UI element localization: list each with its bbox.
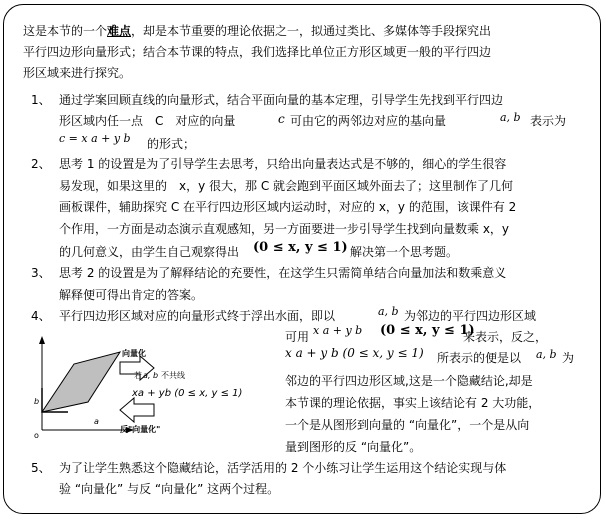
vector-ab-2: a, b [378, 305, 399, 318]
intro-text-a: 这是本节的一个 [23, 24, 108, 38]
vector-c: c [278, 112, 285, 126]
item-1-line-2a: 形区域内任一点 C 对应的向量 [59, 114, 236, 128]
intro-line-2: 平行四边形向量形式；结合本节课的特点，我们选择比单位正方形区域更一般的平行四边 [23, 45, 492, 59]
parallelogram-region [42, 352, 120, 412]
item-1-number: 1、 [31, 93, 51, 107]
intro-keyword: 难点 [107, 24, 132, 38]
expr-xa-yb-1: x a + y b [313, 324, 363, 337]
item-4-line-2b: 来表示，反之， [463, 330, 548, 344]
item-2-line-1: 思考 1 的设置是为了引导学生去思考，只给出向量表达式是不够的，细心的学生很容 [59, 157, 507, 171]
item-1-line-3: 的形式； [147, 137, 196, 151]
item-3-line-2: 解释便可得出肯定的答案。 [59, 288, 204, 302]
origin-label: o [34, 431, 39, 440]
item-4-line-5: 本节课的理论依据，事实上该结论有 2 大功能， [285, 396, 541, 410]
axis-label-a: a [94, 417, 99, 426]
vector-ab: a, b [500, 111, 521, 124]
item-1-line-2c: 表示为 [530, 114, 567, 128]
item-4-line-1b: 为邻边的平行四边形区域 [404, 309, 537, 323]
mid-ab: a, b [143, 371, 159, 380]
item-4-line-2a: 可用 [285, 330, 310, 344]
item-4-line-1a: 平行四边形区域对应的向量形式终于浮出水面，即以 [59, 309, 336, 323]
range-expr-1: (0 ≤ x, y ≤ 1) [253, 240, 348, 255]
intro-text-b: ，却是本节重要的理论依据之一，拟通过类比、多媒体等手段探究出 [131, 24, 492, 38]
mid-label-a: 若 [134, 371, 142, 380]
item-2-number: 2、 [31, 157, 51, 171]
axis-label-b: b [34, 397, 40, 406]
arrow-reverse [120, 398, 154, 422]
vector-ab-3: a, b [536, 348, 557, 361]
range-expr-2: (0 ≤ x, y ≤ 1) [380, 323, 475, 338]
expr-c-xa-yb: c = x a + y b [59, 132, 131, 145]
mid-expression: xa + yb (0 ≤ x, y ≤ 1) [132, 388, 243, 399]
item-2-line-5a: 的几何意义，由学生自己观察得出 [59, 245, 240, 259]
item-4-number: 4、 [31, 309, 51, 323]
vectorization-diagram [28, 330, 283, 440]
item-5-number: 5、 [31, 461, 51, 475]
expr-xa-yb-range: x a + y b (0 ≤ x, y ≤ 1) [285, 346, 424, 360]
item-4-line-3b: 为 [562, 351, 575, 365]
label-vectorize: 向量化 [122, 349, 146, 358]
item-4-line-6: 一个是从图形到向量的 “向量化”，一个是从向 [285, 418, 530, 432]
y-axis-arrow [39, 336, 45, 344]
item-4-line-7: 量到图形的反 “向量化”。 [285, 440, 422, 454]
item-4-line-3a: 所表示的便是以 [437, 351, 522, 365]
item-2-line-5b: 解决第一个思考题。 [350, 245, 459, 259]
item-1-line-1: 通过学案回顾直线的向量形式，结合平面向量的基本定理，引导学生先找到平行四边 [59, 93, 504, 107]
intro-line-1 [23, 23, 491, 39]
item-3-number: 3、 [31, 266, 51, 280]
intro-line-3: 形区域来进行探究。 [23, 66, 132, 80]
label-reverse: 反"向量化" [120, 425, 161, 434]
mid-label-b: 不共线 [161, 371, 185, 380]
item-3-line-1: 思考 2 的设置是为了解释结论的充要性，在这学生只需简单结合向量加法和数乘意义 [59, 266, 507, 280]
item-5-line-2: 验 “向量化” 与反 “向量化” 这两个过程。 [59, 482, 280, 496]
item-2-line-4: 个作用，一方面是动态演示直观感知，另一方面要进一步引导学生找到向量数乘 x，y [59, 222, 510, 236]
item-2-line-3: 画板课件，辅助探究 C 在平行四边形区域内运动时，对应的 x，y 的范围，该课件有 2 [59, 200, 517, 214]
item-1-line-2b: 可由它的两邻边对应的基向量 [290, 114, 447, 128]
item-5-line-1: 为了让学生熟悉这个隐藏结论，活学活用的 2 个小练习让学生运用这个结论实现与体 [59, 461, 507, 475]
item-4-line-4: 邻边的平行四边形区域,这是一个隐藏结论,却是 [285, 374, 533, 388]
item-2-line-2: 易发现，如果这里的 x，y 很大，那 C 就会跑到平面区域外面去了；这里制作了几何 [59, 179, 514, 193]
